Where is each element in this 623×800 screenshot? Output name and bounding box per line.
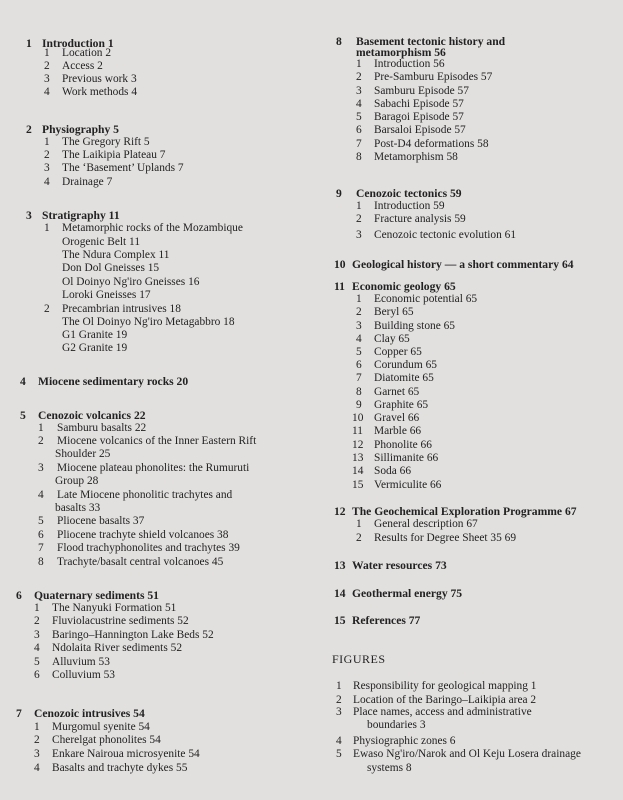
left-entry-text: Don Dol Gneisses 15 (62, 262, 160, 274)
left-entry-number: 2 (38, 435, 44, 447)
right-entry-number: 2 (356, 213, 362, 225)
right-entry-number: 12 (334, 505, 346, 518)
right-entry-text: FIGURES (332, 652, 386, 666)
left-entry-number: 1 (38, 422, 44, 434)
left-entry-text: basalts 33 (55, 502, 101, 514)
left-entry-text: Colluvium 53 (52, 669, 115, 681)
right-entry-text: Place names, access and administrative (353, 706, 532, 718)
left-entry-text: Metamorphic rocks of the Mozambique (62, 222, 243, 234)
right-entry-number: 3 (356, 320, 362, 332)
left-entry-text: Basalts and trachyte dykes 55 (52, 762, 188, 774)
right-entry-number: 9 (336, 187, 342, 200)
right-entry-number: 15 (352, 479, 364, 491)
left-entry-number: 7 (16, 707, 22, 720)
left-entry-text: Access 2 (62, 60, 103, 72)
left-entry-number: 2 (44, 303, 50, 315)
right-entry-text: Building stone 65 (374, 320, 456, 332)
left-entry-text: Miocene plateau phonolites: the Rumuruti (57, 462, 250, 474)
right-entry-number: 3 (356, 85, 362, 97)
right-entry-text: Clay 65 (374, 333, 410, 345)
right-entry-number: 11 (352, 425, 363, 437)
right-entry-number: 3 (356, 229, 362, 241)
left-entry-number: 6 (34, 669, 40, 681)
right-entry-number: 13 (352, 452, 364, 464)
right-entry-text: Phonolite 66 (374, 439, 432, 451)
right-entry-number: 5 (336, 748, 342, 760)
right-entry-number: 10 (334, 258, 346, 271)
left-entry-text: Cenozoic intrusives 54 (34, 707, 145, 720)
left-entry-text: Shoulder 25 (55, 448, 111, 460)
left-entry-number: 3 (38, 462, 44, 474)
right-entry-number: 14 (352, 465, 364, 477)
left-entry-number: 8 (38, 556, 44, 568)
left-entry-text: Stratigraphy 11 (42, 209, 120, 222)
right-entry-number: 7 (356, 138, 362, 150)
right-entry-text: Results for Degree Sheet 35 69 (374, 532, 517, 544)
left-entry-number: 6 (16, 589, 22, 602)
right-entry-number: 9 (356, 399, 362, 411)
right-entry-text: Geothermal energy 75 (352, 587, 463, 600)
left-entry-number: 4 (44, 176, 50, 188)
right-entry-number: 5 (356, 346, 362, 358)
right-entry-number: 1 (336, 680, 342, 692)
right-entry-number: 11 (334, 280, 345, 293)
left-entry-text: Quaternary sediments 51 (34, 589, 159, 602)
left-entry-text: Fluviolacustrine sediments 52 (52, 615, 189, 627)
right-entry-text: Copper 65 (374, 346, 422, 358)
right-entry-number: 1 (356, 518, 362, 530)
left-entry-number: 4 (34, 642, 40, 654)
left-entry-text: Pliocene trachyte shield volcanoes 38 (57, 529, 229, 541)
left-entry-number: 1 (34, 602, 40, 614)
left-entry-number: 3 (44, 162, 50, 174)
left-entry-text: Trachyte/basalt central volcanoes 45 (57, 556, 224, 568)
left-entry-text: Group 28 (55, 475, 99, 487)
left-entry-text: Cherelgat phonolites 54 (52, 734, 161, 746)
left-entry-text: Enkare Nairoua microsyenite 54 (52, 748, 200, 760)
left-entry-number: 6 (38, 529, 44, 541)
right-entry-text: Pre-Samburu Episodes 57 (374, 71, 493, 83)
right-entry-text: boundaries 3 (367, 719, 426, 731)
left-entry-number: 2 (44, 149, 50, 161)
right-entry-text: Cenozoic tectonic evolution 61 (374, 229, 517, 241)
right-entry-number: 2 (356, 71, 362, 83)
left-entry-text: Miocene sedimentary rocks 20 (38, 375, 189, 388)
right-entry-number: 4 (356, 333, 362, 345)
right-entry-number: 5 (356, 111, 362, 123)
right-entry-text: Baragoi Episode 57 (374, 111, 464, 123)
left-entry-text: Pliocene basalts 37 (57, 515, 145, 527)
left-entry-number: 4 (34, 762, 40, 774)
left-entry-number: 5 (20, 409, 26, 422)
left-entry-number: 3 (34, 748, 40, 760)
left-entry-text: Work methods 4 (62, 86, 138, 98)
left-entry-text: The Ol Doinyo Ng'iro Metagabbro 18 (62, 316, 235, 328)
right-entry-text: Geological history — a short commentary 64 (352, 258, 574, 271)
right-entry-number: 4 (356, 98, 362, 110)
right-entry-text: Garnet 65 (374, 386, 420, 398)
left-entry-text: The Ndura Complex 11 (62, 249, 170, 261)
right-entry-text: Barsaloi Episode 57 (374, 124, 466, 136)
right-entry-number: 8 (336, 35, 342, 48)
right-entry-text: Soda 66 (374, 465, 412, 477)
right-entry-number: 1 (356, 200, 362, 212)
right-entry-number: 7 (356, 372, 362, 384)
left-entry-number: 3 (34, 629, 40, 641)
left-entry-text: G2 Granite 19 (62, 342, 128, 354)
right-entry-text: Beryl 65 (374, 306, 414, 318)
left-entry-text: Introduction 1 (42, 37, 114, 50)
right-entry-text: Basement tectonic history and (356, 35, 506, 48)
right-entry-text: Introduction 56 (374, 58, 445, 70)
right-entry-number: 10 (352, 412, 364, 424)
right-entry-text: Post-D4 deformations 58 (374, 138, 489, 150)
left-entry-text: Physiography 5 (42, 123, 119, 136)
right-entry-number: 2 (336, 694, 342, 706)
right-entry-number: 6 (356, 359, 362, 371)
left-entry-number: 1 (44, 222, 50, 234)
right-entry-text: systems 8 (367, 762, 412, 774)
left-entry-number: 4 (44, 86, 50, 98)
right-entry-text: Fracture analysis 59 (374, 213, 466, 225)
right-entry-number: 8 (356, 151, 362, 163)
right-entry-number: 1 (356, 58, 362, 70)
right-entry-number: 6 (356, 124, 362, 136)
right-entry-text: Corundum 65 (374, 359, 437, 371)
left-entry-text: Drainage 7 (62, 176, 113, 188)
left-entry-text: G1 Granite 19 (62, 329, 128, 341)
left-entry-text: The ‘Basement’ Uplands 7 (62, 162, 184, 174)
left-entry-number: 5 (38, 515, 44, 527)
right-entry-text: Cenozoic tectonics 59 (356, 187, 462, 200)
left-entry-text: Late Miocene phonolitic trachytes and (57, 489, 233, 501)
right-entry-text: Ewaso Ng'iro/Narok and Ol Keju Losera drainage (353, 748, 581, 760)
right-entry-text: Metamorphism 58 (374, 151, 458, 163)
right-entry-number: 2 (356, 306, 362, 318)
right-entry-number: 14 (334, 587, 346, 600)
left-entry-number: 2 (26, 123, 32, 136)
right-entry-number: 3 (336, 706, 342, 718)
left-entry-number: 1 (44, 136, 50, 148)
left-entry-text: Baringo–Hannington Lake Beds 52 (52, 629, 214, 641)
right-entry-number: 15 (334, 614, 346, 627)
left-entry-text: Loroki Gneisses 17 (62, 289, 151, 301)
right-entry-text: Sillimanite 66 (374, 452, 439, 464)
right-entry-text: Samburu Episode 57 (374, 85, 469, 97)
right-entry-text: Vermiculite 66 (374, 479, 442, 491)
left-entry-number: 2 (34, 734, 40, 746)
right-entry-text: Economic potential 65 (374, 293, 478, 305)
left-entry-number: 2 (34, 615, 40, 627)
right-entry-number: 12 (352, 439, 364, 451)
left-entry-number: 7 (38, 542, 44, 554)
right-entry-text: Location of the Baringo–Laikipia area 2 (353, 694, 537, 706)
right-entry-text: Introduction 59 (374, 200, 445, 212)
right-entry-text: metamorphism 56 (356, 46, 446, 59)
left-entry-text: Precambrian intrusives 18 (62, 303, 181, 315)
right-entry-number: 4 (336, 735, 342, 747)
right-entry-text: References 77 (352, 614, 421, 627)
left-entry-text: Alluvium 53 (52, 656, 110, 668)
left-entry-text: Cenozoic volcanics 22 (38, 409, 146, 422)
left-entry-number: 3 (44, 73, 50, 85)
right-entry-text: Sabachi Episode 57 (374, 98, 464, 110)
left-entry-text: Previous work 3 (62, 73, 137, 85)
right-entry-text: Water resources 73 (352, 559, 447, 572)
right-entry-text: Responsibility for geological mapping 1 (353, 680, 537, 692)
right-entry-text: Economic geology 65 (352, 280, 456, 293)
right-entry-number: 13 (334, 559, 346, 572)
left-entry-number: 1 (44, 47, 50, 59)
left-entry-text: Miocene volcanics of the Inner Eastern Rift (57, 435, 257, 447)
left-entry-text: Orogenic Belt 11 (62, 236, 141, 248)
left-entry-number: 1 (26, 37, 32, 50)
left-entry-text: Murgomul syenite 54 (52, 721, 150, 733)
right-entry-text: Graphite 65 (374, 399, 429, 411)
left-entry-number: 2 (44, 60, 50, 72)
right-entry-text: Physiographic zones 6 (353, 735, 456, 747)
right-entry-text: General description 67 (374, 518, 478, 530)
left-entry-text: The Gregory Rift 5 (62, 136, 150, 148)
right-entry-text: Marble 66 (374, 425, 422, 437)
right-entry-text: Gravel 66 (374, 412, 420, 424)
right-entry-number: 8 (356, 386, 362, 398)
left-entry-text: Samburu basalts 22 (57, 422, 147, 434)
left-entry-text: Ol Doinyo Ng'iro Gneisses 16 (62, 276, 200, 288)
left-entry-text: Location 2 (62, 47, 112, 59)
left-entry-number: 1 (34, 721, 40, 733)
left-entry-text: Ndolaita River sediments 52 (52, 642, 183, 654)
left-entry-number: 4 (38, 489, 44, 501)
left-entry-number: 5 (34, 656, 40, 668)
right-entry-text: Diatomite 65 (374, 372, 434, 384)
right-entry-number: 2 (356, 532, 362, 544)
left-entry-number: 3 (26, 209, 32, 222)
right-entry-number: 1 (356, 293, 362, 305)
right-entry-text: The Geochemical Exploration Programme 67 (352, 505, 577, 518)
left-entry-text: The Laikipia Plateau 7 (62, 149, 166, 161)
left-entry-number: 4 (20, 375, 26, 388)
left-entry-text: Flood trachyphonolites and trachytes 39 (57, 542, 240, 554)
left-entry-text: The Nanyuki Formation 51 (52, 602, 177, 614)
